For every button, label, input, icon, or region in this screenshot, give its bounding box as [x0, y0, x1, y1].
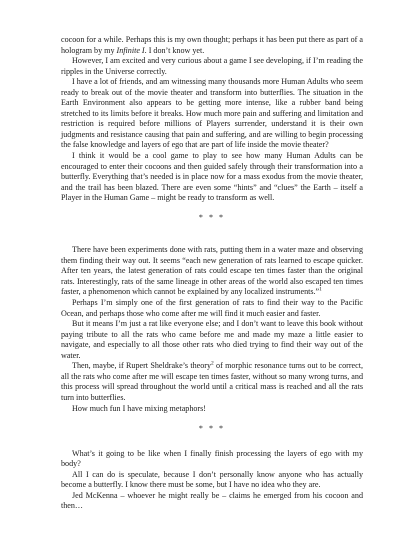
paragraph: What’s it going to be like when I finally finish processing the layers of ego with my body? — [61, 448, 363, 469]
paragraph: I have a lot of friends, and am witnessing many thousands more Human Adults who seem ready to break out of the movie theater and transform into butterflies. The situation in the Earth Environment also appears to be getting more intense, like a rubber band being stretched to its limits before it breaks. How much more pain and suffering and limitation and restriction is required before millions of Players surrender, understand it is their own judgments and resistance causing that pain and suffering, and are willing to begin processing the false knowledge and layers of ego that are part of life inside the movie theater? — [61, 77, 363, 150]
paragraph: I think it would be a cool game to play to see how many Human Adults can be encouraged to enter their cocoons and then guided safely through their transformation into a butterfly. Everything that’s needed is in place now for a mass exodus from the movie theater, and the trail has been blazed. There are even some “hints” and “clues” the Earth – itself a Player in the Human Game – might be ready to transform as well. — [61, 151, 363, 203]
paragraph: There have been experiments done with rats, putting them in a water maze and observing them finding their way out. It seems “each new generation of rats learned to escape quicker. After ten years, the latest generation of rats could escape ten times faster than the original rats. Interestingly, rats of the same lineage in other areas of the world also escaped ten times faster, a phenomenon which cannot be explained by any localized instruments.”$^1$ — [61, 245, 363, 297]
paragraph: All I can do is speculate, because I don’t personally know anyone who has actually become a butterfly. I know there must be some, but I have no idea who they are. — [61, 469, 363, 490]
footnote-marker: 1 — [319, 286, 322, 293]
page-body — [61, 35, 363, 512]
paragraph: Jed McKenna – whoever he might really be – claims he emerged from his cocoon and then… — [61, 490, 363, 511]
section-separator: * * * — [198, 212, 226, 222]
footnote-marker: 2 — [211, 360, 214, 367]
paragraph: Then, maybe, if Rupert Sheldrake’s theory$^2$ of morphic resonance turns out to be correct, all the rats who come after me will escape ten times faster, without so many wrong turns, and this process will spread throughout the world until a critical mass is reached and all the rats turn into butterflies. — [61, 360, 363, 402]
paragraph: How much fun I have mixing metaphors! — [72, 403, 206, 413]
book-title: Infinite I — [116, 45, 145, 55]
paragraph: Perhaps I’m simply one of the first generation of rats to find their way to the Pacific Ocean, and perhaps those who come after me will find it much easier and faster. — [61, 298, 363, 318]
paragraph: But it means I’m just a rat like everyone else; and I don’t want to leave this book without paying tribute to all the rats who came before me and made my maze a little easier to navigate, and especially to all those other rats who died trying to find their way out of the water. — [61, 319, 363, 360]
paragraph: cocoon for a while. Perhaps this is my own thought; perhaps it has been put there as part of a hologram by my Infinite I. I don’t know yet. — [61, 35, 363, 55]
paragraph: However, I am excited and very curious about a game I see developing, if I’m reading the ripples in the Universe correctly. — [61, 56, 363, 76]
section-separator: * * * — [198, 424, 226, 434]
